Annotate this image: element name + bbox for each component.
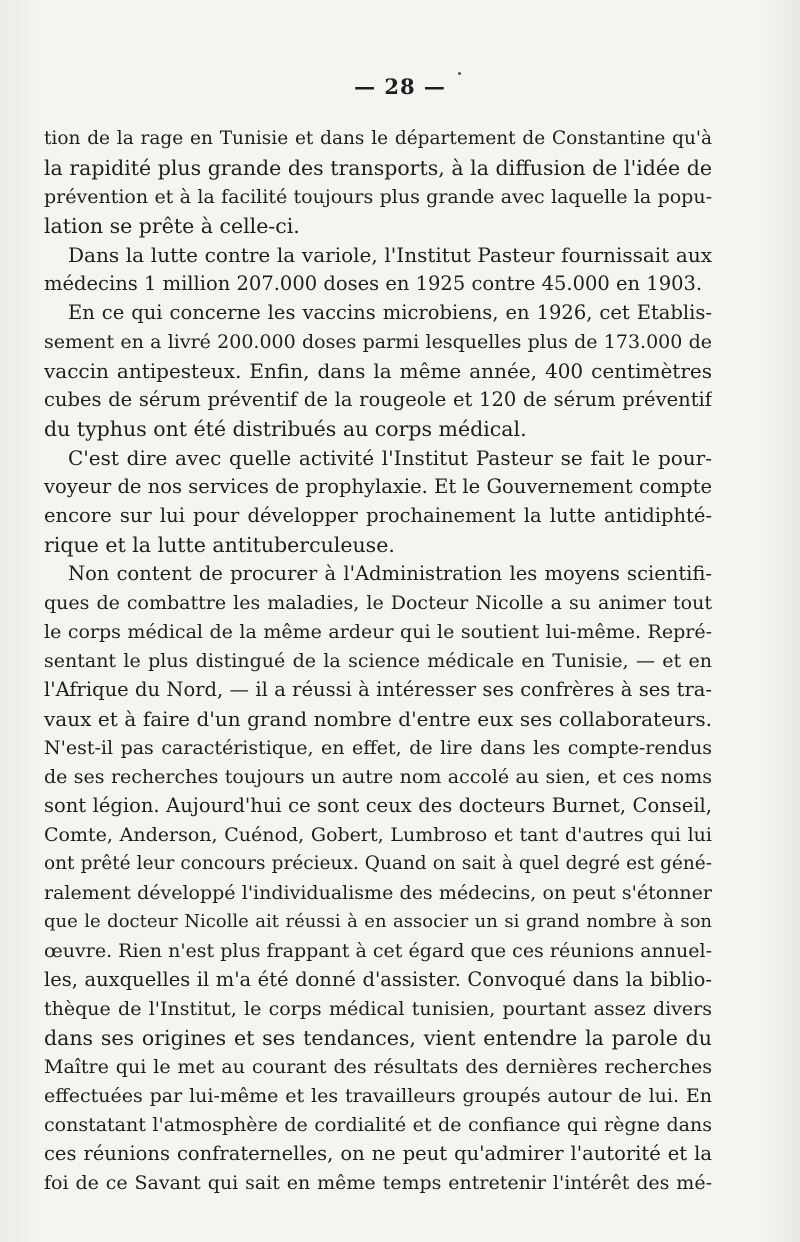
- text-line: Comte, Anderson, Cuénod, Gobert, Lumbroso et tant d'autres qui lui: [44, 824, 712, 846]
- page-number: — 28 —: [354, 74, 446, 99]
- text-line: dans ses origines et ses tendances, vient entendre la parole du: [44, 1026, 712, 1050]
- text-line: effectuées par lui-même et les travailleurs groupés autour de lui. En: [44, 1085, 712, 1107]
- text-line: ces réunions confraternelles, on ne peut qu'admirer l'autorité et la: [44, 1142, 712, 1165]
- text-line: encore sur lui pour développer prochainement la lutte antidiphté-: [44, 504, 712, 527]
- text-line: œuvre. Rien n'est plus frappant à cet égard que ces réunions annuel-: [44, 940, 712, 962]
- text-line: rique et la lutte antituberculeuse.: [44, 533, 395, 557]
- text-line: lation se prête à celle-ci.: [44, 214, 300, 238]
- text-line: foi de ce Savant qui sait en même temps entretenir l'intérêt des mé-: [44, 1172, 712, 1194]
- text-line: que le docteur Nicolle ait réussi à en associer un si grand nombre à son: [44, 911, 712, 932]
- text-line: vaux et à faire d'un grand nombre d'entre eux ses collaborateurs.: [44, 707, 712, 731]
- text-line: la rapidité plus grande des transports, à la diffusion de l'idée de: [44, 156, 712, 180]
- text-line: médecins 1 million 207.000 doses en 1925 contre 45.000 en 1903.: [44, 272, 703, 295]
- text-line: le corps médical de la même ardeur qui le soutient lui-même. Repré-: [44, 621, 712, 643]
- text-line: tion de la rage en Tunisie et dans le département de Constantine qu'à: [44, 128, 712, 149]
- text-line: constatant l'atmosphère de cordialité et de confiance qui règne dans: [44, 1114, 712, 1136]
- text-line: Dans la lutte contre la variole, l'Institut Pasteur fournissait aux: [68, 243, 712, 267]
- text-line: N'est-il pas caractéristique, en effet, de lire dans les compte-rendus: [44, 737, 712, 759]
- text-line: ralement développé l'individualisme des médecins, on peut s'étonner: [44, 882, 712, 904]
- text-line: de ses recherches toujours un autre nom accolé au sien, et ces noms: [44, 766, 712, 788]
- text-line: Maître qui le met au courant des résultats des dernières recherches: [44, 1056, 712, 1078]
- text-line: En ce qui concerne les vaccins microbiens, en 1926, cet Etablis-: [68, 301, 712, 324]
- text-line: les, auxquelles il m'a été donné d'assister. Convoqué dans la biblio-: [44, 968, 712, 991]
- text-line: sement en a livré 200.000 doses parmi lesquelles plus de 173.000 de: [44, 331, 712, 353]
- text-line: Non content de procurer à l'Administration les moyens scientifi-: [68, 562, 712, 585]
- ink-speck: [458, 72, 461, 75]
- text-line: du typhus ont été distribués au corps médical.: [44, 417, 527, 441]
- text-line: C'est dire avec quelle activité l'Institut Pasteur se fait le pour-: [68, 446, 712, 470]
- text-line: vaccin antipesteux. Enfin, dans la même année, 400 centimètres: [44, 359, 712, 383]
- text-line: sentant le plus distingué de la science médicale en Tunisie, — et en: [44, 650, 712, 672]
- text-line: cubes de sérum préventif de la rougeole et 120 de sérum préventif: [44, 388, 712, 411]
- text-line: prévention et à la facilité toujours plus grande avec laquelle la popu-: [44, 186, 712, 208]
- text-line: sont légion. Aujourd'hui ce sont ceux des docteurs Burnet, Conseil,: [44, 794, 712, 817]
- text-line: ques de combattre les maladies, le Docteur Nicolle a su animer tout: [44, 592, 712, 614]
- text-line: thèque de l'Institut, le corps médical tunisien, pourtant assez divers: [44, 998, 712, 1020]
- text-line: l'Afrique du Nord, — il a réussi à intéresser ses confrères à ses tra-: [44, 678, 712, 701]
- text-line: voyeur de nos services de prophylaxie. Et le Gouvernement compte: [44, 475, 712, 498]
- text-line: ont prêté leur concours précieux. Quand on sait à quel degré est géné-: [44, 853, 712, 874]
